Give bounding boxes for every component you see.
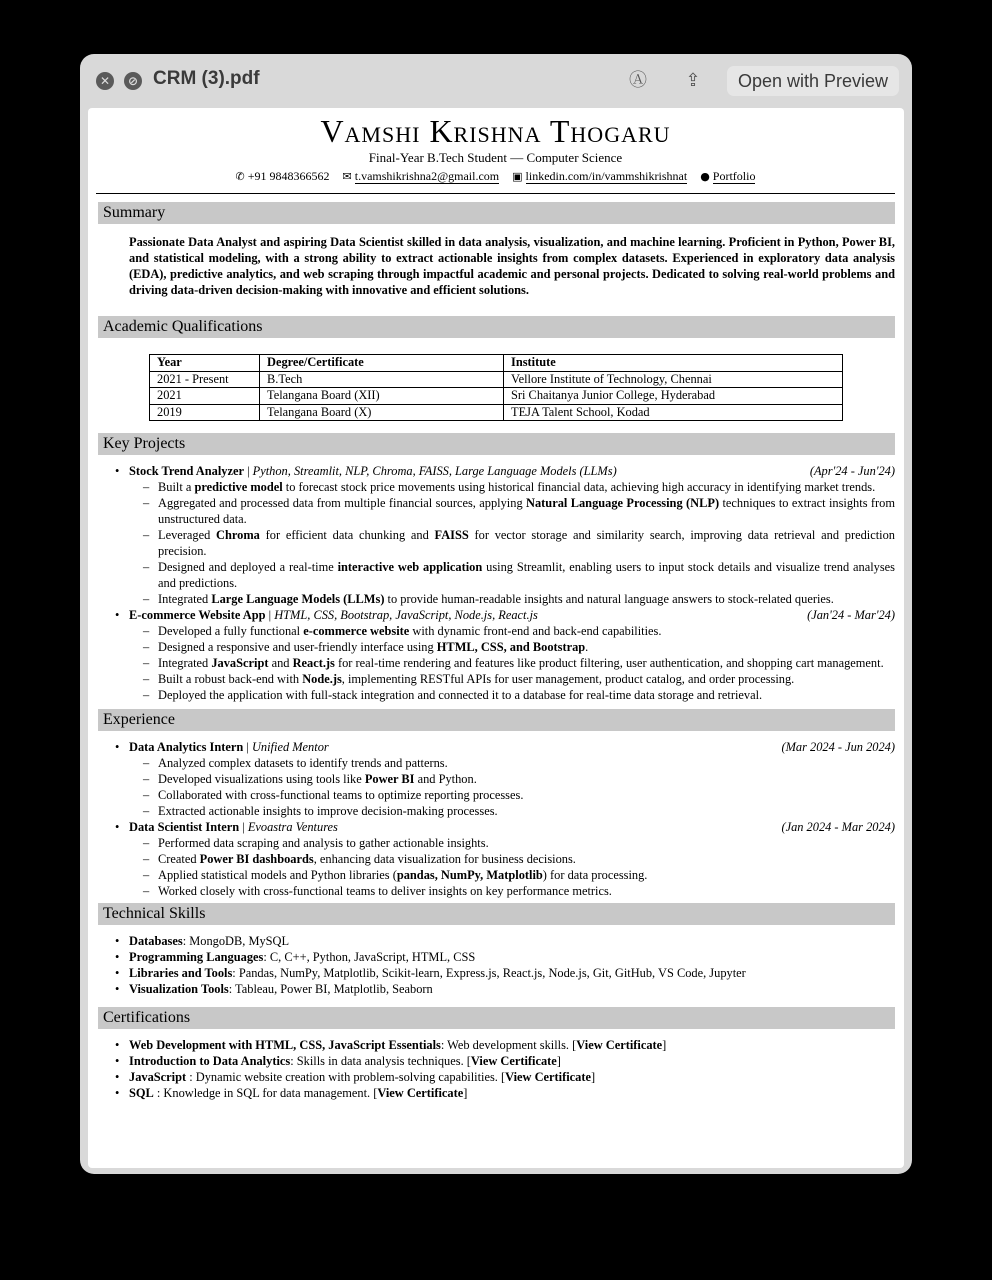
bullet-item: [129, 623, 895, 639]
view-certificate-link[interactable]: View Certificate: [470, 1054, 557, 1068]
entry-title-line: • Data Analytics Intern | Unified Mentor: [129, 740, 329, 754]
bullet-emphasis: Node.js: [302, 672, 342, 686]
view-certificate-link[interactable]: View Certificate: [505, 1070, 592, 1084]
bullet-text: Developed a fully functional: [158, 624, 304, 638]
bullet-text: Designed a responsive and user-friendly interface using: [158, 640, 437, 654]
bullet-emphasis: interactive web application: [337, 560, 483, 574]
table-row: [150, 404, 843, 421]
skill-item: [96, 949, 895, 965]
bullet-item: [129, 591, 895, 607]
certification-label: SQL: [129, 1086, 154, 1100]
bullet-item: [129, 479, 895, 495]
bullet-emphasis: predictive model: [194, 480, 283, 494]
bullet-item: [129, 687, 895, 703]
bullet-text: and Python.: [414, 772, 477, 786]
bullet-text: Collaborated with cross-functional teams to optimize reporting processes.: [158, 788, 524, 802]
skill-item: [96, 965, 895, 981]
bullet-emphasis: HTML, CSS, and Bootstrap: [436, 640, 586, 654]
resume-subtitle: Final-Year B.Tech Student — Computer Science: [368, 150, 623, 165]
bullet-emphasis: Chroma: [216, 528, 260, 542]
view-certificate-link[interactable]: View Certificate: [576, 1038, 663, 1052]
skills-list: [96, 933, 895, 997]
experience-item: [96, 819, 895, 899]
entry-title: E-commerce Website App: [129, 608, 266, 622]
certification-label: Introduction to Data Analytics: [129, 1054, 291, 1068]
entry-subtitle: Python, Streamlit, NLP, Chroma, FAISS, Large Language Models (LLMs): [252, 464, 617, 478]
bullet-text: , implementing RESTful APIs for user management, product catalog, and order processing.: [341, 672, 795, 686]
bullet-text: , enhancing data visualization for business decisions.: [313, 852, 576, 866]
entry-date: (Apr'24 - Jun'24): [809, 464, 895, 478]
entry-subtitle: Evoastra Ventures: [247, 820, 338, 834]
bullet-text: Extracted actionable insights to improve decision-making processes.: [158, 804, 498, 818]
window-title: CRM (3).pdf: [153, 68, 260, 89]
experience-list: [96, 739, 895, 899]
certification-bracket: ]: [591, 1070, 596, 1084]
resume-name: Vamshi Krishna Thogaru: [320, 113, 671, 149]
certification-bracket: ]: [556, 1054, 561, 1068]
entry-bullets: [129, 623, 895, 703]
bullet-text: Leveraged: [158, 528, 217, 542]
title-bar: [80, 54, 912, 108]
bullet-emphasis: React.js: [292, 656, 335, 670]
phone-number: +91 9848366562: [247, 169, 330, 183]
table-cell: 2021 - Present: [150, 371, 260, 388]
bullet-emphasis: Power BI dashboards: [199, 852, 314, 866]
entry-date: (Jan 2024 - Mar 2024): [781, 820, 895, 834]
skill-item: [96, 933, 895, 949]
certification-bracket: ]: [662, 1038, 667, 1052]
certification-label: Web Development with HTML, CSS, JavaScript Essentials: [129, 1038, 441, 1052]
entry-subtitle: Unified Mentor: [251, 740, 329, 754]
summary-text: Passionate Data Analyst and aspiring Data Scientist skilled in data analysis, visualization, and machine learning. Proficient in Python, Power BI, and statistical modeling, with a strong ability to extract actionable insights from complex datasets. Experienced in exploratory data analysis (EDA), predictive analytics, and web scraping through impactful academic and personal projects. Dedicated to solving real-world problems and driving data-driven decision-making with innovative and efficient solutions.: [129, 235, 895, 297]
table-header-cell: Degree/Certificate: [260, 355, 504, 372]
bullet-item: [129, 787, 895, 803]
bullet-text: Applied statistical models and Python libraries (: [158, 868, 397, 882]
certification-desc: : Knowledge in SQL for data management. [: [153, 1086, 378, 1100]
entry-date: (Jan'24 - Mar'24): [807, 608, 895, 622]
view-certificate-link[interactable]: View Certificate: [377, 1086, 464, 1100]
bullet-text: Integrated: [158, 592, 212, 606]
bullet-emphasis: pandas, NumPy, Matplotlib: [396, 868, 543, 882]
linkedin-icon: ▣: [512, 170, 523, 183]
table-row: [150, 371, 843, 388]
entry-header: [129, 607, 895, 623]
bullet-item: [129, 559, 895, 591]
certification-item: [96, 1037, 895, 1053]
phone-icon: ✆: [235, 170, 245, 183]
certification-bracket: ]: [463, 1086, 468, 1100]
certification-desc: : Skills in data analysis techniques. [: [290, 1054, 471, 1068]
table-cell: B.Tech: [260, 371, 504, 388]
bullet-emphasis: e-commerce website: [303, 624, 410, 638]
bullet-text: Aggregated and processed data from multiple financial sources, applying: [158, 496, 527, 510]
experience-heading: Experience: [98, 709, 895, 731]
entry-header: [129, 819, 895, 835]
bullet-text: Worked closely with cross-functional teams to deliver insights on key performance metrics.: [158, 884, 612, 898]
bullet-text: for vector storage and similarity search, improving data retrieval and prediction precision.: [158, 528, 896, 558]
entry-date: (Mar 2024 - Jun 2024): [781, 740, 895, 754]
entry-title: Data Scientist Intern: [129, 820, 240, 834]
entry-bullets: [129, 835, 895, 899]
bullet-text: Built a: [158, 480, 195, 494]
entry-subtitle: HTML, CSS, Bootstrap, JavaScript, Node.js, React.js: [274, 608, 538, 622]
bullet-text: with dynamic front-end and back-end capabilities.: [409, 624, 662, 638]
skill-value: : Tableau, Power BI, Matplotlib, Seaborn: [228, 982, 433, 996]
bullet-text: Integrated: [158, 656, 212, 670]
summary-heading: Summary: [98, 202, 895, 224]
table-header-cell: Institute: [504, 355, 843, 372]
entry-header: [129, 463, 895, 479]
bullet-item: [129, 671, 895, 687]
table-cell: 2021: [150, 388, 260, 405]
bullet-text: ) for data processing.: [542, 868, 648, 882]
bullet-emphasis: Large Language Models (LLMs): [211, 592, 385, 606]
bullet-item: [129, 655, 895, 671]
bullet-text: for real-time rendering and features like product filtering, user authentication, and shopping cart management.: [334, 656, 884, 670]
table-cell: 2019: [150, 404, 260, 421]
bullet-item: [129, 527, 895, 559]
skill-value: : C, C++, Python, JavaScript, HTML, CSS: [263, 950, 476, 964]
certifications-heading: Certifications: [98, 1007, 895, 1029]
bullet-text: to provide human-readable insights and natural language answers to stock-related queries.: [384, 592, 834, 606]
bullet-text: Built a robust back-end with: [158, 672, 303, 686]
bullet-item: [129, 883, 895, 899]
skill-value: : Pandas, NumPy, Matplotlib, Scikit-learn, Express.js, React.js, Node.js, Git, GitHub, VS Code, Jupyter: [232, 966, 746, 980]
bullet-text: Deployed the application with full-stack integration and connected it to a database for real-time data storage and retrieval.: [158, 688, 763, 702]
certification-label: JavaScript: [129, 1070, 187, 1084]
bullet-text: Designed and deployed a real-time: [158, 560, 338, 574]
table-header-row: [150, 355, 843, 372]
bullet-text: Developed visualizations using tools like: [158, 772, 365, 786]
academic-table: [149, 354, 843, 421]
table-cell: Sri Chaitanya Junior College, Hyderabad: [504, 388, 843, 405]
entry-title: Data Analytics Intern: [129, 740, 244, 754]
bullet-item: [129, 639, 895, 655]
bullet-text: .: [585, 640, 589, 654]
bullet-text: Performed data scraping and analysis to gather actionable insights.: [158, 836, 489, 850]
bullet-item: [129, 835, 895, 851]
skills-heading: Technical Skills: [98, 903, 895, 925]
github-icon: ●: [700, 170, 710, 183]
email-link[interactable]: t.vamshikrishna2@gmail.com: [354, 169, 500, 183]
certification-desc: : Dynamic website creation with problem-solving capabilities. [: [186, 1070, 506, 1084]
portfolio-link[interactable]: Portfolio: [712, 169, 756, 183]
entry-bullets: [129, 479, 895, 607]
entry-bullets: [129, 755, 895, 819]
projects-list: [96, 463, 895, 703]
table-row: [150, 388, 843, 405]
bullet-item: [129, 851, 895, 867]
bullet-text: for efficient data chunking and: [259, 528, 435, 542]
academic-heading: Academic Qualifications: [98, 316, 895, 338]
entry-header: [129, 739, 895, 755]
skill-item: [96, 981, 895, 997]
certification-item: [96, 1053, 895, 1069]
bullet-text: using Streamlit, enabling users to input stock details and visualize trend analyses and predictions.: [158, 560, 895, 590]
bullet-text: Analyzed complex datasets to identify trends and patterns.: [158, 756, 448, 770]
bullet-emphasis: Power BI: [364, 772, 415, 786]
bullet-item: [129, 755, 895, 771]
table-cell: Telangana Board (XII): [260, 388, 504, 405]
open-with-preview-button[interactable]: Open with Preview: [727, 66, 899, 96]
resume: [96, 108, 895, 1101]
certification-item: [96, 1069, 895, 1085]
header-divider: [96, 193, 895, 194]
minimize-icon[interactable]: ⊘: [124, 72, 142, 90]
bullet-text: Created: [158, 852, 200, 866]
entry-title-line: • Data Scientist Intern | Evoastra Ventures: [129, 820, 338, 834]
certification-desc: : Web development skills. [: [440, 1038, 577, 1052]
experience-item: [96, 739, 895, 819]
project-item: [96, 463, 895, 607]
linkedin-link[interactable]: linkedin.com/in/vammshikrishnat: [525, 169, 688, 183]
bullet-emphasis: JavaScript: [211, 656, 269, 670]
entry-title-line: • Stock Trend Analyzer | Python, Streamlit, NLP, Chroma, FAISS, Large Language Models (LLMs): [129, 464, 617, 478]
bullet-text: and: [268, 656, 293, 670]
skill-value: : MongoDB, MySQL: [182, 934, 290, 948]
skill-label: Libraries and Tools: [129, 966, 233, 980]
bullet-item: [129, 771, 895, 787]
certification-item: [96, 1085, 895, 1101]
table-cell: TEJA Talent School, Kodad: [504, 404, 843, 421]
certifications-list: [96, 1037, 895, 1101]
entry-title: Stock Trend Analyzer: [129, 464, 244, 478]
bullet-emphasis: FAISS: [434, 528, 469, 542]
contact-line: [96, 168, 895, 185]
close-icon[interactable]: ✕: [96, 72, 114, 90]
table-cell: Vellore Institute of Technology, Chennai: [504, 371, 843, 388]
bullet-item: [129, 803, 895, 819]
pdf-viewer-window: [80, 54, 912, 1174]
skill-label: Databases: [129, 934, 183, 948]
bullet-emphasis: Natural Language Processing (NLP): [526, 496, 720, 510]
skill-label: Visualization Tools: [129, 982, 229, 996]
share-icon[interactable]: ⇪: [685, 70, 701, 91]
entry-title-line: • E-commerce Website App | HTML, CSS, Bootstrap, JavaScript, Node.js, React.js: [129, 608, 538, 622]
table-cell: Telangana Board (X): [260, 404, 504, 421]
bullet-item: [129, 867, 895, 883]
project-item: [96, 607, 895, 703]
markup-icon[interactable]: Ⓐ: [629, 70, 647, 91]
email-icon: ✉: [342, 170, 352, 183]
bullet-item: [129, 495, 895, 527]
skill-label: Programming Languages: [129, 950, 264, 964]
bullet-text: to forecast stock price movements using historical financial data, achieving high accuracy in identifying market trends.: [282, 480, 876, 494]
bullet-text: techniques to extract insights from unstructured data.: [158, 496, 895, 526]
table-header-cell: Year: [150, 355, 260, 372]
projects-heading: Key Projects: [98, 433, 895, 455]
pdf-page: [88, 108, 904, 1168]
